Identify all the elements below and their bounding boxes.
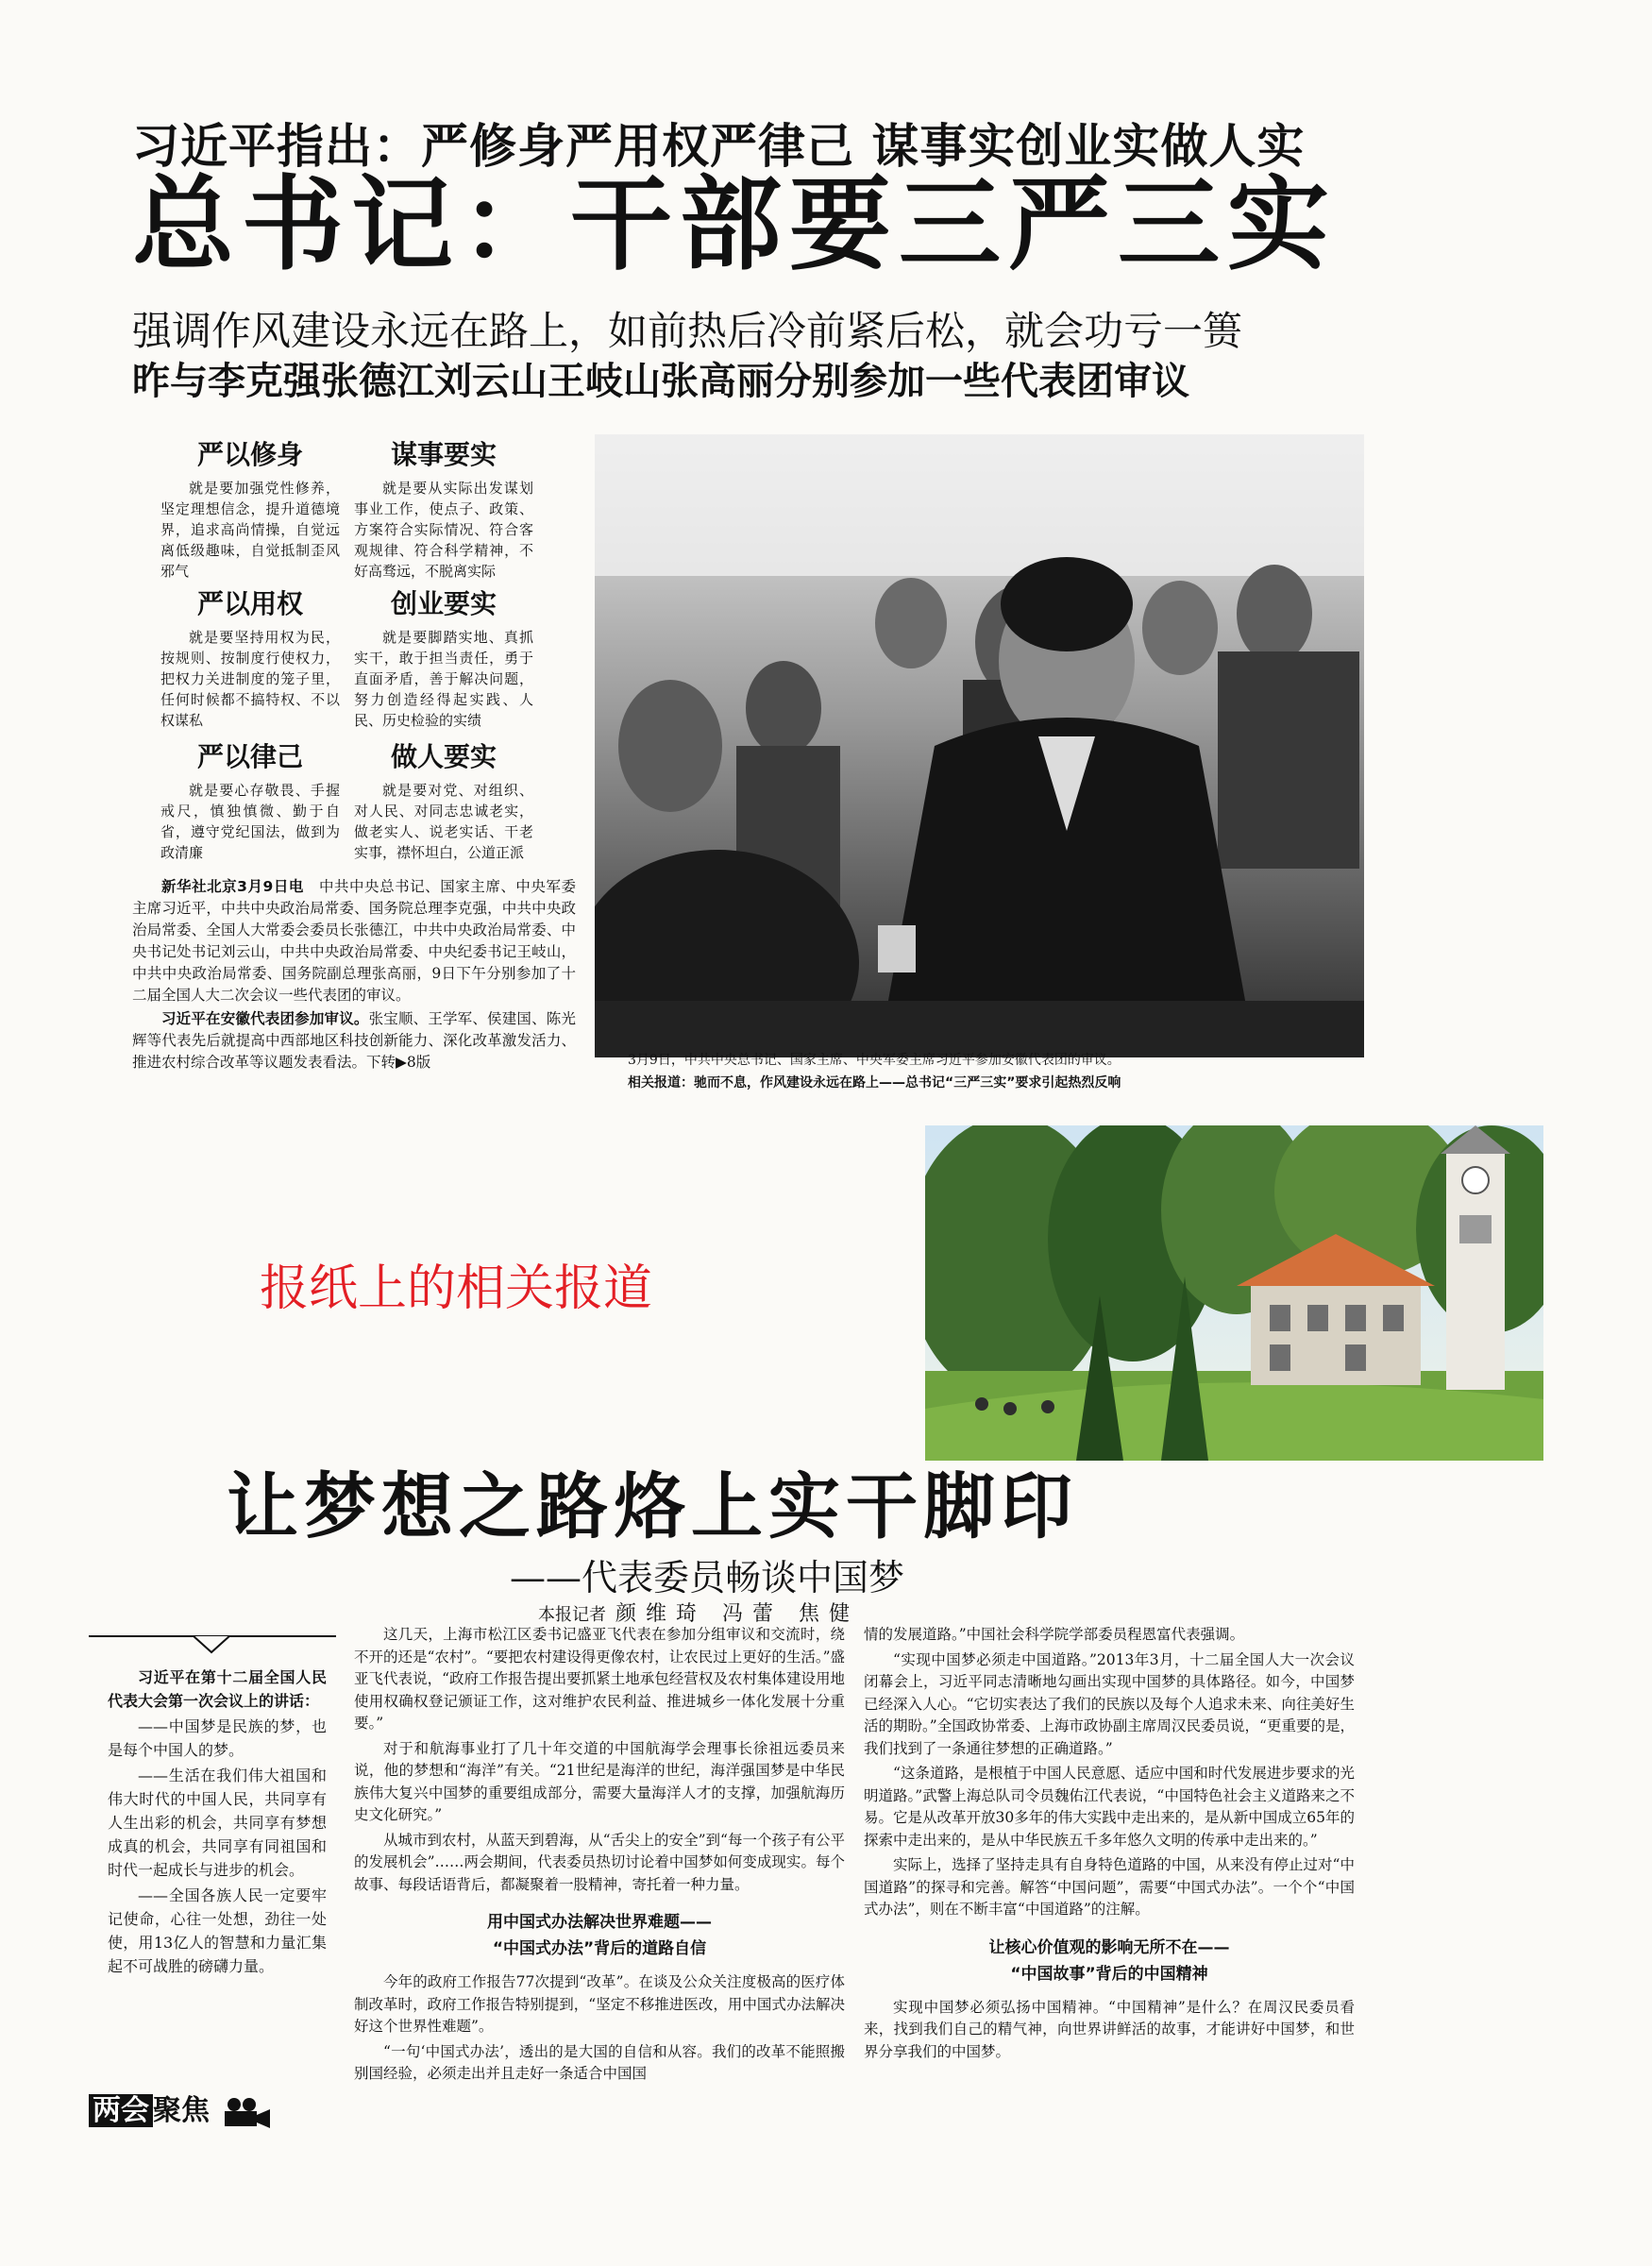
byline-label: 本报记者 xyxy=(538,1605,606,1625)
section-heading-2 xyxy=(864,1935,1355,1987)
article-paragraph: “实现中国梦必须走中国道路。”2013年3月，十二届全国人大一次会议闭幕会上，习近平同志清晰地勾画出实现中国梦的具体路径。如今，中国梦已经深入人心。“它切实表达了我们的民族以及每个人追求未来、向往美好生活的期盼。”全国政协常委、上海市政协副主席周汉民委员说，“更重要的是，我们找到了一条通往梦想的正确道路。” xyxy=(864,1650,1355,1757)
building-landscape-illustration xyxy=(925,1125,1543,1461)
article2-column-2 xyxy=(864,1624,1355,2066)
principle-title: 创业要实 xyxy=(390,588,497,619)
article2-subtitle: ——代表委员畅谈中国梦 xyxy=(510,1557,905,1598)
article-paragraph: 今年的政府工作报告77次提到“改革”。在谈及公众关注度极高的医疗体制改革时，政府工作报告特别提到，“坚定不移推进医改，用中国式办法解决好这个世界性难题”。 xyxy=(354,1973,845,2035)
section-heading-line: 用中国式办法解决世界难题—— xyxy=(487,1913,712,1932)
headline-main: 总书记：干部要三严三实 xyxy=(132,166,1338,284)
principle-box xyxy=(354,434,533,582)
film-camera-icon xyxy=(219,2096,272,2128)
headline-kicker: 习近平指出：严修身严用权严律己 谋事实创业实做人实 xyxy=(132,119,1306,174)
sidebar-quote: ——中国梦是民族的梦，也是每个中国人的梦。 xyxy=(108,1717,327,1759)
lead-story xyxy=(132,876,576,1075)
sidebar-intro: 习近平在第十二届全国人民代表大会第一次会议上的讲话： xyxy=(108,1668,327,1710)
quote-sidebar xyxy=(89,1635,336,2079)
related-report: 相关报道：驰而不息，作风建设永远在路上——总书记“三严三实”要求引起热烈反响 xyxy=(628,1075,1121,1091)
section-tag xyxy=(89,2087,272,2128)
meeting-photo-illustration xyxy=(595,434,1364,1057)
news-photo xyxy=(595,434,1364,1057)
article-paragraph: “一句‘中国式办法’，透出的是大国的自信和从容。我们的改革不能照搬别国经验，必须走出并且走好一条适合中国国 xyxy=(354,2042,845,2082)
principle-box xyxy=(354,736,533,863)
principle-title: 谋事要实 xyxy=(390,439,497,470)
lead-bold-sentence: 习近平在安徽代表团参加审议。 xyxy=(161,1010,369,1027)
principle-text: 就是要对党、对组织、对人民、对同志忠诚老实，做老实人、说老实话、干老实事，襟怀坦白，公道正派 xyxy=(354,782,533,861)
article-paragraph: 对于和航海事业打了几十年交道的中国航海学会理事长徐祖远委员来说，他的梦想和“海洋”有关。“21世纪是海洋的世纪，海洋强国梦是中华民族伟大复兴中国梦的重要组成部分，需要大量海洋人才的支撑，加强航海历史文化研究。” xyxy=(354,1739,845,1823)
headline-sub2: 昨与李克强张德江刘云山王岐山张高丽分别参加一些代表团审议 xyxy=(132,360,1189,403)
tag-part-b: 聚焦 xyxy=(153,2094,210,2127)
headline-sub1: 强调作风建设永远在路上，如前热后冷前紧后松，就会功亏一篑 xyxy=(132,308,1243,354)
section-heading-line: “中国故事”背后的中国精神 xyxy=(1010,1964,1208,1984)
lead-paragraph: 中共中央总书记、国家主席、中央军委主席习近平，中共中央政治局常委、国务院总理李克强，中共中央政治局常委、全国人大常委会委员长张德江，中共中央政治局常委、中央书记处书记刘云山，中共中央政治局常委、中央纪委书记王岐山，中共中央政治局常委、国务院副总理张高丽，9日下午分别参加了十二届全国人大二次会议一些代表团的审议。 xyxy=(132,878,576,1004)
byline xyxy=(538,1598,859,1627)
principle-text: 就是要脚踏实地、真抓实干，敢于担当责任，勇于直面矛盾，善于解决问题，努力创造经得起实践、人民、历史检验的实绩 xyxy=(354,629,533,729)
principle-title: 严以修身 xyxy=(196,439,303,470)
sidebar-quote: ——全国各族人民一定要牢记使命，心往一处想，劲往一处使，用13亿人的智慧和力量汇集起不可战胜的磅礴力量。 xyxy=(108,1886,327,1975)
sidebar-quote: ——生活在我们伟大祖国和伟大时代的中国人民，共同享有人生出彩的机会，共同享有梦想成真的机会，共同享有同祖国和时代一起成长与进步的机会。 xyxy=(108,1767,327,1879)
photo-caption: 3月9日，中共中央总书记、国家主席、中央军委主席习近平参加安徽代表团的审议。 xyxy=(628,1053,1121,1068)
principle-title: 严以律己 xyxy=(196,741,303,772)
principle-box xyxy=(160,434,340,582)
article-paragraph: 这几天，上海市松江区委书记盛亚飞代表在参加分组审议和交流时，绕不开的还是“农村”。“要把农村建设得更像农村，让农民过上更好的生活。”盛亚飞代表说，“政府工作报告提出要抓紧土地承包经营权及农村集体建设用地使用权确权登记颁证工作，这对维护农民利益、推进城乡一体化发展十分重要。” xyxy=(354,1626,845,1732)
article2-title: 让梦想之路烙上实干脚印 xyxy=(227,1464,1078,1548)
principle-text: 就是要加强党性修养，坚定理想信念，提升道德境界，追求高尚情操，自觉远离低级趣味，自觉抵制歪风邪气 xyxy=(160,480,340,580)
principle-text: 就是要坚持用权为民，按规则、按制度行使权力，把权力关进制度的笼子里，任何时候都不搞特权、不以权谋私 xyxy=(160,629,340,729)
tag-part-a: 两会 xyxy=(89,2094,153,2127)
principle-title: 做人要实 xyxy=(390,741,497,772)
principle-box xyxy=(160,583,340,731)
article-paragraph: 实际上，选择了坚持走具有自身特色道路的中国，从来没有停止过对“中国道路”的探寻和完善。解答“中国问题”，需要“中国式办法”。一个个“中国式办法”，则在不断丰富“中国道路”的注解。 xyxy=(864,1856,1355,1918)
principle-title: 严以用权 xyxy=(196,588,303,619)
lead-paragraph: 张宝顺、王学军、侯建国、陈光辉等代表先后就提高中西部地区科技创新能力、深化改革激发活力、推进农村综合改革等议题发表看法。下转▶8版 xyxy=(132,1010,576,1071)
principle-text: 就是要从实际出发谋划事业工作，使点子、政策、方案符合实际情况、符合客观规律、符合科学精神，不好高骛远，不脱离实际 xyxy=(354,480,533,580)
principle-text: 就是要心存敬畏、手握戒尺，慎独慎微、勤于自省，遵守党纪国法，做到为政清廉 xyxy=(160,782,340,861)
principle-box xyxy=(160,736,340,863)
section-heading-1 xyxy=(354,1909,845,1962)
notch-icon xyxy=(193,1635,230,1654)
article-paragraph: “这条道路，是根植于中国人民意愿、适应中国和时代发展进步要求的光明道路。”武警上海总队司令员魏佑江代表说，“中国特色社会主义道路来之不易。它是从改革开放30多年的伟大实践中走出来的，是从新中国成立65年的探索中走出来的，是从中华民族五千多年悠久文明的传承中走出来的。” xyxy=(864,1765,1355,1849)
section-heading-line: 让核心价值观的影响无所不在—— xyxy=(988,1937,1230,1957)
lead-dateline: 新华社北京3月9日电 xyxy=(161,878,304,895)
byline-names: 颜维琦 冯蕾 焦健 xyxy=(615,1602,859,1626)
principle-box xyxy=(354,583,533,731)
article-paragraph: 实现中国梦必须弘扬中国精神。“中国精神”是什么？在周汉民委员看来，找到我们自己的精气神，向世界讲鲜活的故事，才能讲好中国梦，和世界分享我们的中国梦。 xyxy=(864,1998,1355,2060)
landscape-photo xyxy=(925,1125,1543,1461)
red-annotation: 报纸上的相关报道 xyxy=(260,1260,653,1317)
section-heading-line: “中国式办法”背后的道路自信 xyxy=(492,1939,707,1958)
article-paragraph: 情的发展道路。”中国社会科学院学部委员程恩富代表强调。 xyxy=(864,1626,1245,1643)
article2-column-1 xyxy=(354,1624,845,2088)
article-paragraph: 从城市到农村，从蓝天到碧海，从“舌尖上的安全”到“每一个孩子有公平的发展机会”……两会期间，代表委员热切讨论着中国梦如何变成现实。每个故事、每段话语背后，都凝聚着一股精神，寄托着一种力量。 xyxy=(354,1831,845,1893)
